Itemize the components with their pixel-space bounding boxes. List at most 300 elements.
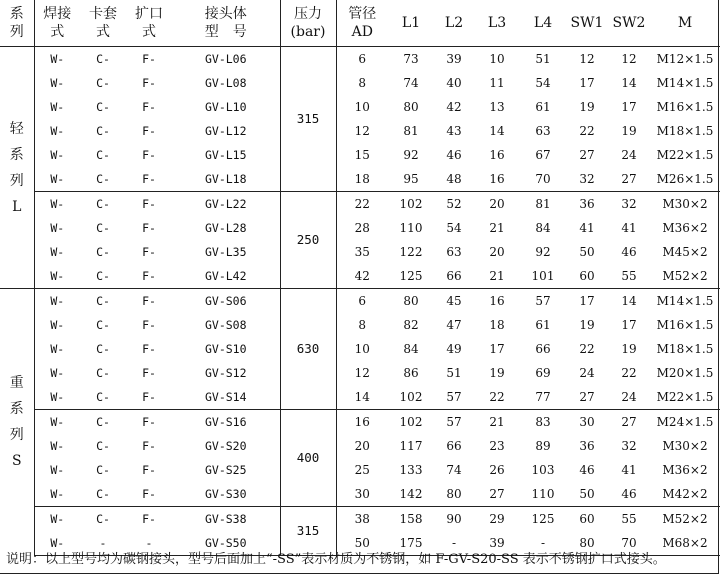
flare-cell: - [126,531,172,556]
table-row [0,192,720,217]
sw2-cell: 46 [621,245,637,259]
ferrule-cell: C- [96,439,110,453]
l1-cell: 95 [388,167,434,192]
pressure-cell: 315 [280,507,336,556]
series-char: 列 [9,172,24,189]
model-cell: GV-L15 [204,148,247,162]
sw1-cell: 27 [579,148,595,162]
m-cell: M68×2 [650,531,720,556]
weld-cell: W- [50,366,65,380]
l3-cell: 16 [489,148,505,162]
m-cell: M30×2 [662,197,708,211]
weld-cell: W- [34,531,80,556]
header-flare: 扩口 式 [126,0,172,47]
sw2-cell: 46 [608,482,650,507]
l2-cell: 66 [446,439,462,453]
sw1-cell: 46 [579,463,595,477]
weld-cell: W- [50,463,65,477]
l4-cell: 57 [535,294,551,308]
sw2-cell: 24 [621,148,637,162]
series-label-light [0,47,34,289]
l2-cell: 57 [434,385,474,410]
l2-cell: 42 [446,100,462,114]
model-cell: GV-S06 [204,294,247,308]
weld-cell: W- [50,76,65,90]
header-l1: L1 [388,0,434,47]
table-row [0,434,720,458]
header-pressure: 压力 (bar) [280,0,336,47]
weld-cell: W- [50,221,65,235]
table-row [0,313,720,337]
weld-cell: W- [34,264,80,289]
table-row [0,71,720,95]
l1-cell: 81 [403,124,419,138]
l3-cell: 21 [489,221,505,235]
ad-cell: 10 [354,100,370,114]
sw1-cell: 41 [579,221,595,235]
l3-cell: 21 [474,264,520,289]
table-row [0,458,720,482]
l1-cell: 102 [388,385,434,410]
ad-cell: 12 [354,366,370,380]
ad-cell: 10 [354,342,370,356]
sw1-cell: 27 [566,385,608,410]
l3-cell: 21 [489,415,505,429]
series-char: 重 [9,375,24,392]
l4-cell: 92 [535,245,551,259]
flare-cell: F- [142,124,156,138]
weld-cell: W- [50,294,65,308]
sw1-cell: 12 [579,52,595,66]
model-cell: GV-S12 [204,366,247,380]
ad-cell: 18 [336,167,388,192]
flare-cell: F- [142,52,156,66]
ferrule-cell: C- [96,318,110,332]
model-cell: GV-L12 [204,124,247,138]
l1-cell: 82 [403,318,419,332]
table-row [0,385,720,410]
l3-cell: 29 [489,512,505,526]
m-cell: M45×2 [662,245,708,259]
weld-cell: W- [50,318,65,332]
m-cell: M42×2 [650,482,720,507]
l4-cell: 125 [531,512,555,526]
pressure-cell: 400 [280,410,336,507]
header-m: M [650,0,720,47]
flare-cell: F- [142,512,156,526]
l3-cell: 16 [474,167,520,192]
l2-cell: 52 [446,197,462,211]
l2-cell: 51 [446,366,462,380]
ad-cell: 22 [354,197,370,211]
header-sw1: SW1 [566,0,608,47]
m-cell: M36×2 [662,221,708,235]
model-cell: GV-L28 [204,221,247,235]
footnote: 说明：以上型号均为碳钢接头，型号后面加上“-SS”表示材质为不锈钢，如 F-GV-S20-SS 表示不锈钢扩口式接头。 [6,552,666,567]
series-label-heavy [0,289,34,556]
pressure-cell: 250 [280,192,336,289]
sw2-cell: 24 [608,385,650,410]
l2-cell: 57 [446,415,462,429]
sw2-cell: 12 [621,52,637,66]
ferrule-cell: C- [96,52,110,66]
sw2-cell: 55 [608,264,650,289]
ad-cell: 12 [354,124,370,138]
l3-cell: 10 [489,52,505,66]
l1-cell: 122 [399,245,423,259]
l3-cell: 17 [489,342,505,356]
weld-cell: W- [50,245,65,259]
l4-cell: 110 [520,482,566,507]
model-cell: GV-S14 [172,385,280,410]
ad-cell: 35 [354,245,370,259]
weld-cell: W- [50,415,65,429]
header-l2: L2 [434,0,474,47]
series-char: 轻 [9,120,24,137]
m-cell: M20×1.5 [656,366,714,380]
flare-cell: F- [142,439,156,453]
l2-cell: 74 [446,463,462,477]
model-cell: GV-L08 [204,76,247,90]
l2-cell: 39 [446,52,462,66]
ferrule-cell: C- [96,463,110,477]
l4-cell: 83 [535,415,551,429]
l1-cell: 84 [403,342,419,356]
header-ad: 管径 AD [336,0,388,47]
m-cell: M52×2 [662,512,708,526]
sw2-cell: 14 [621,294,637,308]
header-model: 接头体 型 号 [172,0,280,47]
flare-cell: F- [142,221,156,235]
table-row [0,240,720,264]
sw2-cell: 41 [621,221,637,235]
l1-cell: 125 [388,264,434,289]
sw1-cell: 36 [579,197,595,211]
sw2-cell: 17 [621,318,637,332]
m-cell: M14×1.5 [656,76,714,90]
l1-cell: 92 [403,148,419,162]
sw2-cell: 19 [621,342,637,356]
weld-cell: W- [50,197,65,211]
sw2-cell: 41 [621,463,637,477]
table-row [0,410,720,435]
table-row [0,337,720,361]
l2-cell: 43 [446,124,462,138]
sw1-cell: 50 [566,482,608,507]
ferrule-cell: C- [96,197,110,211]
l2-cell: 45 [446,294,462,308]
header-series: 系 列 [0,0,34,47]
sw1-cell: 60 [579,512,595,526]
l3-cell: 13 [489,100,505,114]
l4-cell: 63 [535,124,551,138]
l1-cell: 102 [399,415,423,429]
table-row [0,95,720,119]
ferrule-cell: C- [96,245,110,259]
model-cell: GV-L42 [172,264,280,289]
l1-cell: 142 [388,482,434,507]
ad-cell: 6 [358,52,367,66]
m-cell: M26×1.5 [650,167,720,192]
m-cell: M36×2 [662,463,708,477]
flare-cell: F- [142,463,156,477]
table-body [0,47,720,556]
l2-cell: 47 [446,318,462,332]
flare-cell: F- [142,245,156,259]
l2-cell: 80 [434,482,474,507]
header-ferrule: 卡套 式 [80,0,126,47]
l1-cell: 102 [399,197,423,211]
series-char: 列 [9,427,24,444]
table-row [0,361,720,385]
sw2-cell: 14 [621,76,637,90]
l3-cell: 20 [489,197,505,211]
ad-cell: 42 [336,264,388,289]
sw1-cell: 24 [579,366,595,380]
l4-cell: 103 [531,463,555,477]
l1-cell: 158 [399,512,423,526]
weld-cell: W- [50,100,65,114]
flare-cell: F- [126,264,172,289]
l4-cell: 67 [535,148,551,162]
l3-cell: 14 [489,124,505,138]
ad-cell: 20 [354,439,370,453]
l1-cell: 133 [399,463,423,477]
ferrule-cell: C- [80,264,126,289]
ad-cell: 6 [358,294,367,308]
ad-cell: 25 [354,463,370,477]
weld-cell: W- [34,167,80,192]
l1-cell: 74 [403,76,419,90]
ad-cell: 30 [336,482,388,507]
l1-cell: 110 [399,221,423,235]
series-char: 系 [9,146,24,163]
sw2-cell: 32 [621,439,637,453]
sw1-cell: 22 [579,342,595,356]
ferrule-cell: C- [96,221,110,235]
sw2-cell: 22 [621,366,637,380]
m-cell: M16×1.5 [656,318,714,332]
l4-cell: 61 [535,318,551,332]
m-cell: M14×1.5 [656,294,714,308]
flare-cell: F- [126,167,172,192]
model-cell: GV-L06 [204,52,247,66]
m-cell: M30×2 [662,439,708,453]
ferrule-cell: C- [96,342,110,356]
flare-cell: F- [142,148,156,162]
ferrule-cell: C- [96,415,110,429]
flare-cell: F- [142,76,156,90]
m-cell: M22×1.5 [650,385,720,410]
ad-cell: 28 [354,221,370,235]
flare-cell: F- [142,318,156,332]
pressure-cell: 630 [280,289,336,410]
ad-cell: 8 [358,76,367,90]
m-cell: M18×1.5 [656,124,714,138]
header-l4: L4 [520,0,566,47]
l2-cell: 66 [434,264,474,289]
l2-cell: 90 [446,512,462,526]
table-row [0,289,720,314]
sw1-cell: 30 [579,415,595,429]
model-cell: GV-L10 [204,100,247,114]
l3-cell: 39 [474,531,520,556]
flare-cell: F- [142,294,156,308]
l1-cell: 73 [403,52,419,66]
flare-cell: F- [126,385,172,410]
weld-cell: W- [50,512,65,526]
ferrule-cell: C- [96,124,110,138]
sw2-cell: 70 [608,531,650,556]
model-cell: GV-L22 [204,197,247,211]
sw1-cell: 50 [579,245,595,259]
l4-cell: 77 [520,385,566,410]
sw2-cell: 27 [621,415,637,429]
l3-cell: 18 [489,318,505,332]
ferrule-cell: C- [80,167,126,192]
sw2-cell: 27 [608,167,650,192]
l2-cell: 48 [434,167,474,192]
m-cell: M22×1.5 [656,148,714,162]
model-cell: GV-S30 [172,482,280,507]
sw1-cell: 17 [579,76,595,90]
flare-cell: F- [142,197,156,211]
l1-cell: 86 [403,366,419,380]
table-row [0,216,720,240]
l1-cell: 175 [388,531,434,556]
sw2-cell: 32 [621,197,637,211]
l4-cell: 89 [535,439,551,453]
sw1-cell: 22 [579,124,595,138]
header-l3: L3 [474,0,520,47]
l3-cell: 19 [489,366,505,380]
ad-cell: 16 [354,415,370,429]
l4-cell: 69 [535,366,551,380]
m-cell: M18×1.5 [656,342,714,356]
m-cell: M24×1.5 [656,415,714,429]
m-cell: M12×1.5 [656,52,714,66]
sw1-cell: 60 [566,264,608,289]
model-cell: GV-S50 [172,531,280,556]
table-row [0,167,720,192]
weld-cell: W- [34,482,80,507]
flare-cell: F- [142,100,156,114]
ferrule-cell: C- [96,512,110,526]
flare-cell: F- [142,366,156,380]
weld-cell: W- [50,124,65,138]
weld-cell: W- [50,342,65,356]
m-cell: M52×2 [650,264,720,289]
l1-cell: 80 [403,100,419,114]
flare-cell: F- [142,342,156,356]
ferrule-cell: - [80,531,126,556]
l2-cell: 49 [446,342,462,356]
m-cell: M16×1.5 [656,100,714,114]
l3-cell: 26 [489,463,505,477]
ferrule-cell: C- [80,385,126,410]
ferrule-cell: C- [96,366,110,380]
l2-cell: 40 [446,76,462,90]
ferrule-cell: C- [96,76,110,90]
flare-cell: F- [142,415,156,429]
ad-cell: 38 [354,512,370,526]
model-cell: GV-S25 [204,463,247,477]
weld-cell: W- [50,148,65,162]
table-row [0,482,720,507]
sw1-cell: 80 [566,531,608,556]
l4-cell: 51 [535,52,551,66]
ad-cell: 8 [358,318,367,332]
series-char: S [11,453,22,470]
l3-cell: 22 [474,385,520,410]
sw1-cell: 17 [579,294,595,308]
ad-cell: 14 [336,385,388,410]
table-row [0,47,720,72]
sw1-cell: 19 [579,318,595,332]
l4-cell: 70 [520,167,566,192]
sw2-cell: 55 [621,512,637,526]
header-row [0,0,720,47]
weld-cell: W- [50,439,65,453]
ferrule-cell: C- [96,148,110,162]
table-row [0,507,720,532]
l4-cell: 84 [535,221,551,235]
sw1-cell: 32 [566,167,608,192]
l4-cell: 66 [535,342,551,356]
header-weld: 焊接 式 [34,0,80,47]
series-char: L [12,198,22,215]
l4-cell: 81 [535,197,551,211]
ferrule-cell: C- [80,482,126,507]
series-char: 系 [9,401,24,418]
l2-cell: 54 [446,221,462,235]
l2-cell: - [434,531,474,556]
model-cell: GV-S20 [204,439,247,453]
l3-cell: 23 [489,439,505,453]
table-row [0,119,720,143]
ferrule-cell: C- [96,100,110,114]
model-cell: GV-S08 [204,318,247,332]
l4-cell: 101 [520,264,566,289]
l2-cell: 63 [446,245,462,259]
l3-cell: 20 [489,245,505,259]
model-cell: GV-L18 [172,167,280,192]
l4-cell: 54 [535,76,551,90]
ad-cell: 15 [354,148,370,162]
model-cell: GV-S16 [204,415,247,429]
sw2-cell: 19 [621,124,637,138]
l3-cell: 11 [489,76,505,90]
l1-cell: 117 [399,439,423,453]
table-row [0,143,720,167]
flare-cell: F- [126,482,172,507]
l4-cell: - [520,531,566,556]
ferrule-cell: C- [96,294,110,308]
weld-cell: W- [50,52,65,66]
weld-cell: W- [34,385,80,410]
pressure-cell: 315 [280,47,336,192]
l2-cell: 46 [446,148,462,162]
l3-cell: 27 [474,482,520,507]
l1-cell: 80 [403,294,419,308]
ad-cell: 50 [336,531,388,556]
table-row [0,264,720,289]
model-cell: GV-S10 [204,342,247,356]
model-cell: GV-L35 [204,245,247,259]
sw1-cell: 19 [579,100,595,114]
sw1-cell: 36 [579,439,595,453]
sw2-cell: 17 [621,100,637,114]
